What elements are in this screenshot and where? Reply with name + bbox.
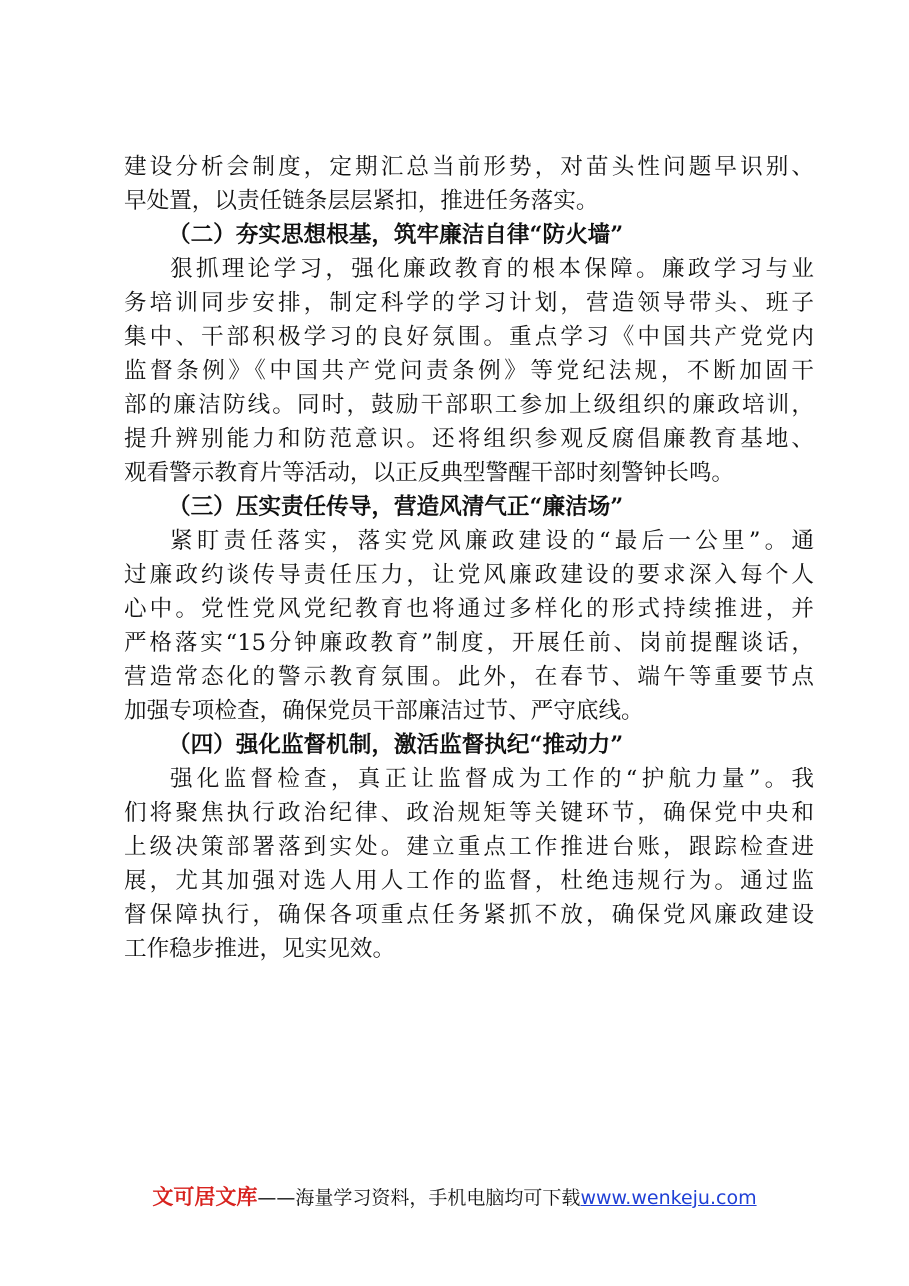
paragraph-line: 紧盯责任落实，落实党风廉政建设的“最后一公里”。通	[170, 528, 814, 554]
paragraph-line: 营造常态化的警示教育氛围。此外，在春节、端午等重要节点	[124, 664, 814, 690]
paragraph-line: 观看警示教育片等活动，以正反典型警醒干部时刻警钟长鸣。	[124, 460, 735, 486]
paragraph-line: 上级决策部署落到实处。建立重点工作推进台账，跟踪检查进	[124, 834, 814, 860]
paragraph-line: 展，尤其加强对选人用人工作的监督，杜绝违规行为。通过监	[124, 868, 814, 894]
paragraph-line: 务培训同步安排，制定科学的学习计划，营造领导带头、班子	[124, 290, 814, 316]
footer-tagline: ——海量学习资料，手机电脑均可下载	[257, 1187, 581, 1209]
section-heading: （三）压实责任传导，营造风清气正“廉洁场”	[168, 494, 624, 520]
paragraph-line: 部的廉洁防线。同时，鼓励干部职工参加上级组织的廉政培训，	[124, 392, 814, 418]
paragraph-line: 提升辨别能力和防范意识。还将组织参观反腐倡廉教育基地、	[124, 426, 814, 452]
footer-bar	[0, 1181, 909, 1211]
document-body	[124, 150, 814, 966]
paragraph-line: 早处置，以责任链条层层紧扣，推进任务落实。	[124, 188, 599, 214]
paragraph-line: 工作稳步推进，见实见效。	[124, 936, 396, 962]
paragraph-line: 监督条例》《中国共产党问责条例》等党纪法规，不断加固干	[124, 358, 814, 384]
footer-brand: 文可居文库	[152, 1185, 258, 1209]
paragraph-line: 督保障执行，确保各项重点任务紧抓不放，确保党风廉政建设	[124, 902, 814, 928]
paragraph-line: 心中。党性党风党纪教育也将通过多样化的形式持续推进，并	[124, 596, 814, 622]
paragraph-line: 建设分析会制度，定期汇总当前形势，对苗头性问题早识别、	[124, 154, 814, 180]
section-heading: （四）强化监督机制，激活监督执纪“推动力”	[168, 732, 624, 758]
paragraph-line: 加强专项检查，确保党员干部廉洁过节、严守底线。	[124, 698, 644, 724]
paragraph-line: 严格落实“15分钟廉政教育”制度，开展任前、岗前提醒谈话，	[124, 630, 814, 656]
paragraph-line: 集中、干部积极学习的良好氛围。重点学习《中国共产党党内	[124, 324, 814, 350]
paragraph-line: 狠抓理论学习，强化廉政教育的根本保障。廉政学习与业	[170, 256, 814, 282]
section-heading: （二）夯实思想根基，筑牢廉洁自律“防火墙”	[168, 222, 624, 248]
footer-website-link[interactable]: www.wenkeju.com	[580, 1187, 757, 1209]
paragraph-line: 过廉政约谈传导责任压力，让党风廉政建设的要求深入每个人	[124, 562, 814, 588]
paragraph-line: 强化监督检查，真正让监督成为工作的“护航力量”。我	[170, 766, 814, 792]
paragraph-line: 们将聚焦执行政治纪律、政治规矩等关键环节，确保党中央和	[124, 800, 814, 826]
